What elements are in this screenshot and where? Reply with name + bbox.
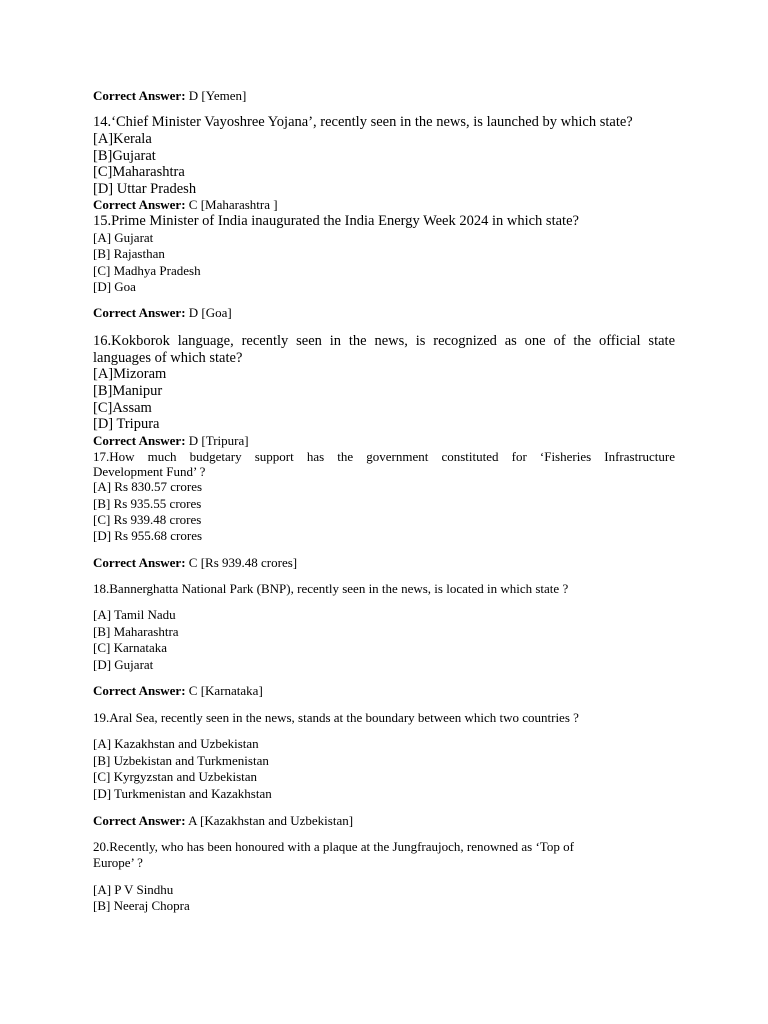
answer-label: Correct Answer: [93,555,186,570]
question-14-text: 14.‘Chief Minister Vayoshree Yojana’, recently seen in the news, is launched by which state? [93,114,633,130]
answer-label: Correct Answer: [93,813,186,828]
answer-value: A [Kazakhstan and Uzbekistan] [188,813,354,828]
answer-value: D [Yemen] [188,88,247,103]
answer-line [93,305,232,321]
question-15-text: 15.Prime Minister of India inaugurated the India Energy Week 2024 in which state? [93,213,579,229]
answer-value: D [Tripura] [188,433,249,448]
option: [C]Maharashtra [93,164,185,180]
option: [D] Turkmenistan and Kazakhstan [93,786,272,801]
answer-line [93,88,246,104]
option: [A] Tamil Nadu [93,607,176,622]
option: [C] Rs 939.48 crores [93,512,202,527]
question-16-text-line1: 16.Kokborok language, recently seen in the news, is recognized as one of the official state [93,333,675,349]
option: [A] Rs 830.57 crores [93,479,203,494]
answer-label: Correct Answer: [93,197,186,212]
option: [C] Kyrgyzstan and Uzbekistan [93,769,258,784]
option: [B] Maharashtra [93,624,179,639]
answer-line [93,433,249,449]
option: [A]Kerala [93,131,152,147]
option: [A] Gujarat [93,230,154,245]
answer-value: C [Maharashtra ] [188,197,278,212]
question-16-text-line2: languages of which state? [93,350,243,366]
answer-line [93,555,297,571]
option: [C] Karnataka [93,640,167,655]
question-19-text: 19.Aral Sea, recently seen in the news, stands at the boundary between which two countries ? [93,710,579,725]
option: [B]Gujarat [93,148,156,164]
answer-value: D [Goa] [188,305,232,320]
option: [B] Neeraj Chopra [93,898,190,913]
answer-value: C [Rs 939.48 crores] [188,555,298,570]
option: [B] Uzbekistan and Turkmenistan [93,753,269,768]
answer-label: Correct Answer: [93,433,186,448]
question-20-text-line1: 20.Recently, who has been honoured with a plaque at the Jungfraujoch, renowned as ‘Top of [93,839,574,854]
option: [A]Mizoram [93,366,167,382]
answer-label: Correct Answer: [93,88,186,103]
answer-line [93,683,263,699]
question-18-text: 18.Bannerghatta National Park (BNP), recently seen in the news, is located in which state ? [93,581,569,596]
option: [D] Tripura [93,416,160,432]
answer-line [93,197,278,213]
question-17-text-line2: Development Fund’ ? [93,464,206,479]
option: [D] Rs 955.68 crores [93,528,203,543]
option: [A] P V Sindhu [93,882,174,897]
answer-label: Correct Answer: [93,305,186,320]
option: [D] Gujarat [93,657,154,672]
question-17-text-line1: 17.How much budgetary support has the government constituted for ‘Fisheries Infrastructure [93,449,675,464]
option: [B] Rs 935.55 crores [93,496,202,511]
option: [C]Assam [93,400,152,416]
question-20-text-line2: Europe’ ? [93,855,143,870]
option: [B] Rajasthan [93,246,165,261]
answer-line [93,813,353,829]
answer-value: C [Karnataka] [188,683,263,698]
option: [C] Madhya Pradesh [93,263,201,278]
option: [A] Kazakhstan and Uzbekistan [93,736,259,751]
option: [B]Manipur [93,383,163,399]
option: [D] Goa [93,279,136,294]
option: [D] Uttar Pradesh [93,181,197,197]
answer-label: Correct Answer: [93,683,186,698]
